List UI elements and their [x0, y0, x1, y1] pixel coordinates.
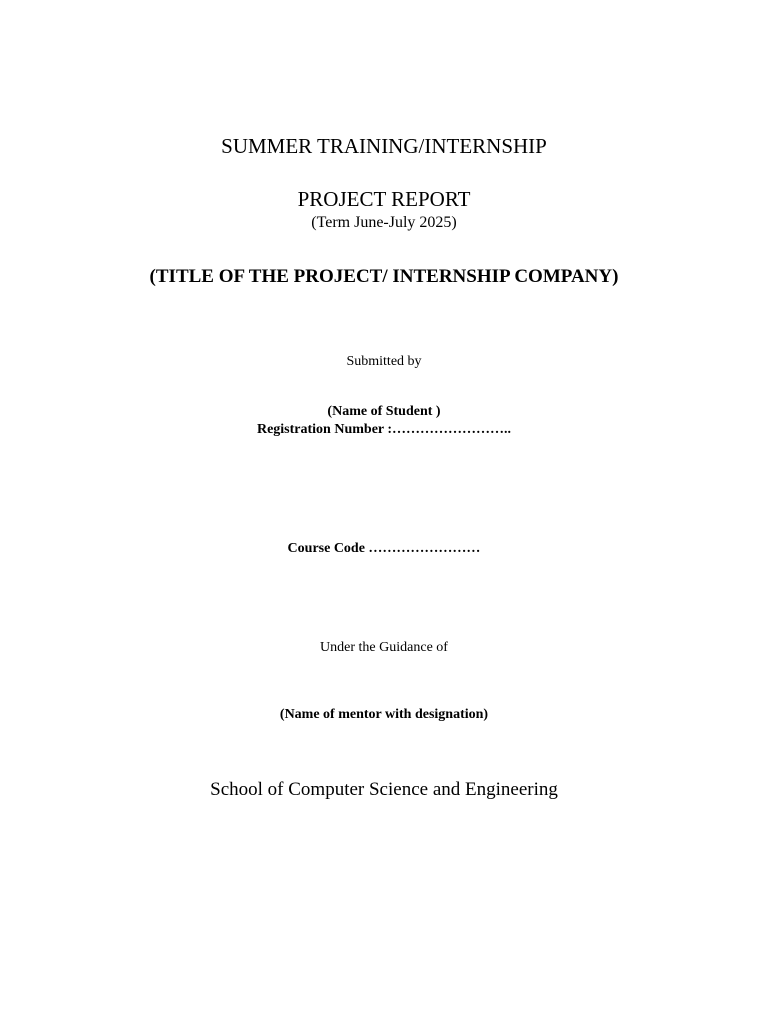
school-name: School of Computer Science and Engineering [210, 779, 558, 800]
project-title: (TITLE OF THE PROJECT/ INTERNSHIP COMPANY) [149, 266, 619, 287]
course-code: Course Code …………………… [287, 541, 481, 556]
mentor-name: (Name of mentor with designation) [279, 707, 489, 722]
student-name: (Name of Student ) [327, 404, 441, 419]
report-heading: SUMMER TRAINING/INTERNSHIP [221, 134, 547, 158]
term-text: (Term June-July 2025) [311, 214, 457, 231]
guidance-label: Under the Guidance of [320, 640, 448, 655]
submitted-by-label: Submitted by [346, 354, 422, 369]
registration-number: Registration Number :…………………….. [256, 422, 512, 437]
report-subheading: PROJECT REPORT [297, 187, 471, 211]
